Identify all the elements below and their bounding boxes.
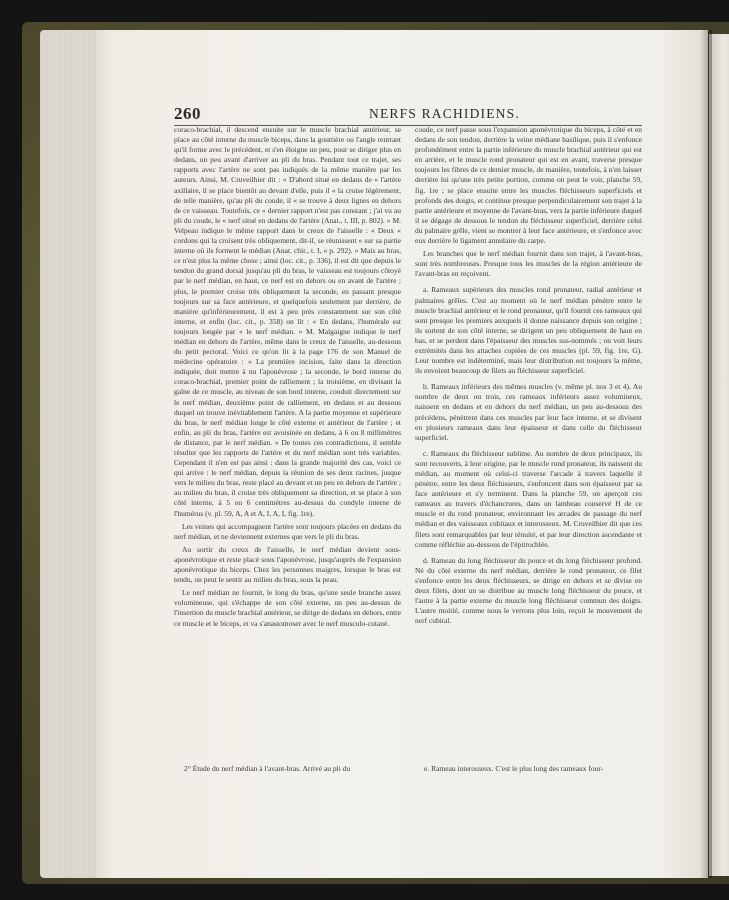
- paragraph: Au sortir du creux de l'aisselle, le nerf médian devient sous-aponévrotique et reste placé sous l'aponévrose, jusqu'auprès de l'expansion aponévrotique du biceps. Chez les personnes maigres, lorsque le bras est tendu, on peut le sentir au milieu du bras, sous la peau.: [174, 544, 401, 585]
- paragraph: Les branches que le nerf médian fournit dans son trajet, à l'avant-bras, sont très nombreuses. Presque tous les muscles de la région antérieure de l'avant-bras en reçoivent.: [415, 249, 642, 279]
- paragraph: coude, ce nerf passe sous l'expansion aponévrotique du biceps, à côté et en dedans de son tendon, derrière la veine médiane basilique, puis il s'enfonce profondément entre la partie inférieure du muscle brachial antérieur qui est en arrière, et le muscle rond pronateur qui est en avant, traverse presque toujours les fibres de ce dernier muscle, de manière, toutefois, à n'en laisser derrière lui qu'une très petite portion, comme on peut le voir, planche 59, fig. 1re ; se place ensuite entre les muscles fléchisseurs superficiels et profonds des doigts, et continue presque perpendiculairement son trajet à la partie antérieure et moyenne de l'avant-bras, vers la partie inférieure duquel il se dégage de dessous le tendon du fléchisseur superficiel, derrière celui du palmaire grêle, vient se montrer à leur face antérieure, et s'enfonce avec eux derrière le ligament annulaire du carpe.: [415, 125, 642, 246]
- paragraph-continued-line: e. Rameau interosseux. C'est le plus long des rameaux four-: [424, 764, 604, 773]
- facing-page-edge: [709, 34, 729, 876]
- text-column-left: [174, 125, 401, 753]
- section-heading-line: 2° Étude du nerf médian à l'avant-bras. Arrivé au pli du: [184, 764, 351, 773]
- page-number: 260: [174, 104, 201, 123]
- paragraph: Le nerf médian ne fournit, le long du bras, qu'une seule branche assez volumineuse, qui s'échappe de son côté externe, un peu au-dessus de l'insertion du muscle brachial antérieur, se dirige de dedans en dehors, entre ce muscle et le biceps, et va s'anastomoser avec le nerf musculo-cutané.: [174, 588, 401, 628]
- gutter-shadow: [700, 30, 712, 878]
- page-edges: [40, 30, 100, 878]
- text-column-right: [415, 125, 642, 753]
- paragraph: Les veines qui accompagnent l'artère sont toujours placées en dedans du nerf médian, et ne deviennent externes que vers le pli du bras.: [174, 521, 401, 541]
- paragraph: a. Rameaux supérieurs des muscles rond pronateur, radial antérieur et palmaires grêles. C'est au moment où le nerf médian pénètre entre le muscle brachial antérieur et le rond pronateur, qu'il fournit ces rameaux qui sont presque les premiers auxquels il donne naissance depuis son origine ; ils sortent de son côté interne, se dirigent un peu obliquement de haut en bas, et se perdent dans l'épaisseur des muscles sus-nommés ; on voit leurs extrémités dans les attaches copiées de ces muscles (pl. 59, fig. 1re, G). Leur nombre est indéterminé, mais leur distribution est toujours la même, ils envoient beaucoup de filets au fléchisseur superficiel.: [415, 285, 642, 376]
- paragraph: coraco-brachial, il descend ensuite sur le muscle brachial antérieur, se place au côté interne du muscle biceps, dans la gouttière ou l'angle rentrant qu'il forme avec le précédent, et s'en éloigne un peu, pour se diriger plus en dedans, un peu avant d'arriver au pli du bras. Pendant tout ce trajet, ses rapports avec l'artère ne sont pas indiqués de la même manière par les auteurs. Ainsi, M. Cruveilhier dit : « D'abord situé en dedans de « l'artère axillaire, il se place bientôt au devant d'elle, puis il « la croise légèrement, de telle manière, qu'au pli du coude, il « se trouve à deux lignes en dehors de ce vaisseau. Toutefois, ce « dernier rapport n'est pas constant ; j'ai vu au pli du coude, le « nerf situé en dedans de l'artère (Anat., t. III, p. 802). » M. Velpeau indique le même rapport dans le creux de l'aisselle : « Deux « cordons qui la croisent très obliquement, dit-il, se réunissent « sur sa partie interne où ils forment le médian (Anat. chir., t. I, « p. 292). » Mais au bras, ce n'est plus la même chose ; ainsi (loc. cit., p. 336), il est dit que depuis le tendon du grand dorsal jusqu'au pli du bras, le vaisseau est toujours côtoyé par le nerf médian, en haut, ce nerf est en dehors ou en avant de l'artère ; plus, le premier croise très obliquement la seconde, en passant presque toujours sur sa face antérieure, et quelquefois seulement par derrière, de manière qu'inférieurement, il est à peu près constamment sur son côté interne, et enfin (loc. cit., p. 358) on lit : « En dedans, l'humérale est toujours longée par « le nerf médian. » M. Malgaigne indique le nerf médian en dehors de l'artère, même dans le creux de l'aisselle, au-dessous du petit pectoral. Voici ce qu'on lit à la page 176 de son Manuel de médecine opératoire : « La première incision, faite dans la direction indiquée, doit mettre à nu l'aponévrose ; la seconde, le bord interne du coraco-brachial, premier point de ralliement ; la troisième, en divisant la gaîne de ce muscle, au niveau de son bord interne, conduit directement sur le nerf médian, deuxième point de ralliement, en dedans et au dessous duquel on trouve inévitablement l'artère. A la partie moyenne et supérieure du bras, le nerf médian longe le côté externe et antérieur de l'artère ; et enfin, au pli du bras, l'artère est avoisinée en dedans, à 6 ou 8 millimètres de distance, par le nerf médian. » De toutes ces contradictions, il semble résulter que les rapports de l'artère et du nerf médian sont très variables. Cependant il n'en est pas ainsi : dans la grande majorité des cas, voici ce qui arrive : le nerf médian, depuis la réunion de ses deux racines, jusque vers le milieu du bras, reste placé au devant et un peu en dehors de l'artère ; au milieu du bras, il croise très obliquement sa direction, et se place à son côté interne, à 5 ou 6 centimètres au-dessus du condyle interne de l'humérus (v. pl. 59, A, A et A, I, A, I, fig. 1re).: [174, 125, 401, 518]
- paragraph: d. Rameau du long fléchisseur du pouce et du long fléchisseur profond. Né du côté externe du nerf médian, derrière le rond pronateur, ce filet s'enfonce entre les deux fléchisseurs, se dirige en dehors et se divise en deux filets, dont un se distribue au muscle long fléchisseur du pouce, et l'autre à la partie externe du muscle long fléchisseur commun des doigts. L'autre moitié, comme nous le verrons plus loin, reçoit le mouvement du nerf cubital.: [415, 555, 642, 626]
- paragraph: b. Rameaux inférieurs des mêmes muscles (v. même pl. nos 3 et 4). Au nombre de deux ou trois, ces rameaux inférieurs assez volumineux, naissent en dedans et en dehors du nerf médian, un peu au-dessous des précédens, pénètrent dans ces muscles par leur face interne, et se divisent en plusieurs rameaux dans leur épaisseur et dans celle du fléchisseur superficiel.: [415, 382, 642, 442]
- running-title: NERFS RACHIDIENS.: [369, 106, 520, 121]
- paragraph: c. Rameaux du fléchisseur sublime. Au nombre de deux principaux, ils sont recouverts, à leur origine, par le muscle rond pronateur, ils naissent du médian, au moment où celui-ci traverse l'arcade à travers laquelle il pénètre, entre les deux fléchisseurs, s'enfoncent dans son épaisseur par sa face antérieure et s'y terminent. Dans la planche 59, on aperçoit ces rameaux au travers d'échancrures, dans un lambeau conservé H de ce muscle et du rond pronateur, environnant les arcades de passage du nerf médian et des vaisseaux cubitaux et interosseux. M. Cruveilhier dit que ces filets sont remarquables par leur ténuité, et par leur direction ascendante et comme réfléchie au-dessous de l'épitrochlée.: [415, 448, 642, 549]
